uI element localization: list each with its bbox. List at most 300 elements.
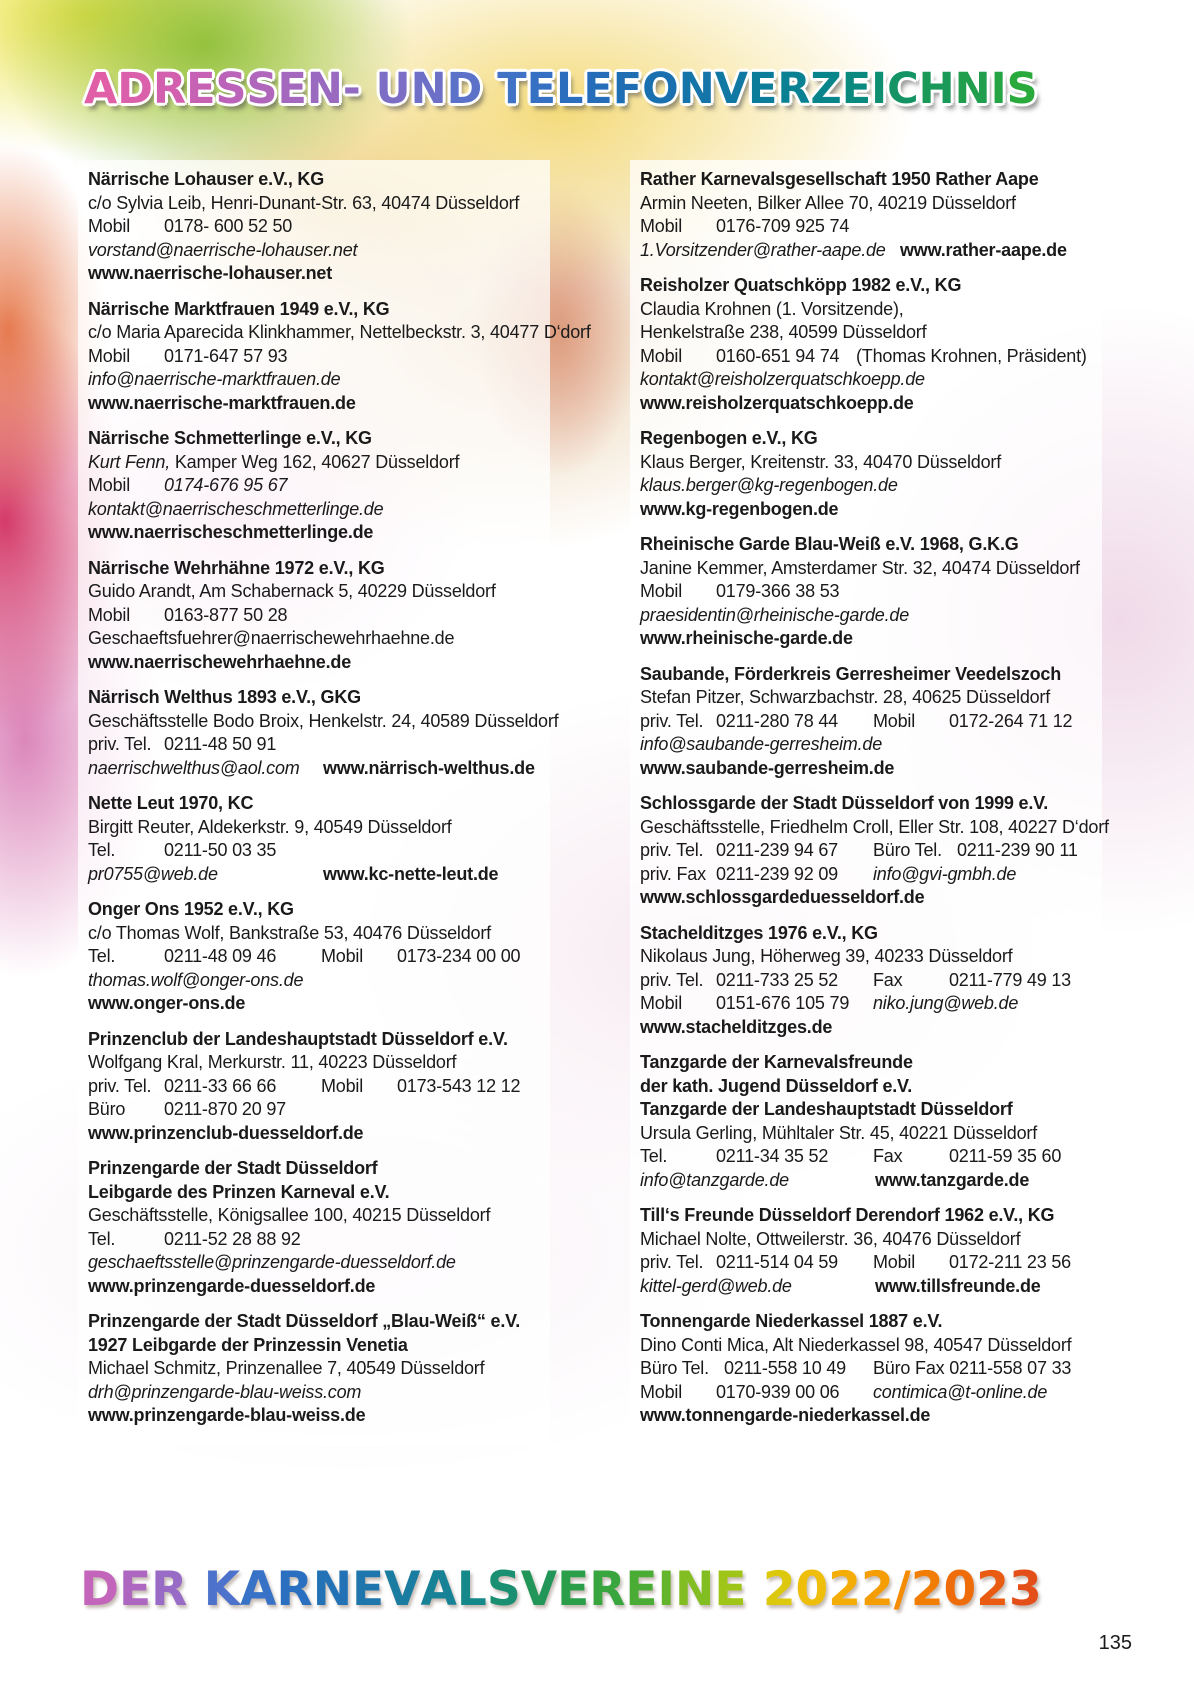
directory-entry — [88, 557, 538, 675]
phone: Büro Fax 0211-558 07 33 — [873, 1358, 1072, 1378]
entry-title: Prinzenclub der Landeshauptstadt Düsseldorf e.V. — [88, 1028, 508, 1049]
directory-entry — [88, 298, 591, 416]
entry-line — [640, 1275, 1090, 1299]
label: priv. Tel. — [640, 969, 704, 990]
entry-line — [640, 239, 1090, 263]
entry-line — [88, 992, 538, 1016]
label: Mobil — [873, 710, 916, 731]
entry-line — [640, 580, 1090, 604]
entry-title: Prinzengarde der Stadt Düsseldorf „Blau-Weiß“ e.V. — [88, 1311, 521, 1331]
title-letter: 2 — [762, 1562, 796, 1617]
title-letter: / — [893, 1562, 911, 1617]
entry-line — [88, 604, 538, 628]
directory-entry — [88, 1157, 538, 1298]
phone: 0170-939 00 06 — [716, 1381, 840, 1402]
phone: 0163-877 50 28 — [164, 604, 288, 625]
phone: 0211-733 25 52 — [716, 969, 838, 990]
title-letter: E — [557, 1562, 590, 1617]
label: Fax — [873, 1146, 903, 1166]
entry-line — [88, 1122, 538, 1146]
entry-line — [88, 1357, 538, 1381]
entry-line — [88, 1381, 538, 1405]
entry-line — [640, 604, 1090, 628]
website: www.tanzgarde.de — [875, 1169, 1030, 1190]
title-letter: N — [306, 64, 343, 114]
entry-title: Närrisch Welthus 1893 e.V., GKG — [88, 687, 361, 707]
directory-column-left — [78, 160, 591, 1446]
entry-line — [88, 1251, 538, 1275]
title-letter: E — [625, 1562, 658, 1617]
address: Ursula Gerling, Mühltaler Str. 45, 40221 Düsseldorf — [640, 1122, 1037, 1143]
entry-line — [88, 922, 538, 946]
title-letter: S — [486, 1562, 521, 1617]
title-letter: O — [642, 64, 679, 114]
directory-entry — [640, 792, 1109, 910]
email: contimica@t-online.de — [873, 1381, 1048, 1402]
directory-entry — [88, 1028, 538, 1146]
entry-line — [88, 262, 538, 286]
entry-line — [640, 1251, 1090, 1275]
entry-line — [640, 451, 1090, 475]
website: www.kg-regenbogen.de — [640, 498, 839, 519]
website: www.naerrischewehrhaehne.de — [88, 651, 352, 672]
email: info@gvi-gmbh.de — [873, 863, 1017, 884]
entry-title: Nette Leut 1970, KC — [88, 793, 254, 813]
phone: 0211-239 90 11 — [957, 840, 1078, 860]
title-letter: R — [589, 1562, 626, 1617]
title-letter: A — [240, 1562, 277, 1617]
contact: Claudia Krohnen (1. Vorsitzende), — [640, 298, 904, 319]
title-letter — [482, 64, 497, 114]
entry-line — [88, 733, 538, 757]
title-letter: E — [841, 64, 872, 114]
label: Tel. — [88, 1228, 116, 1249]
entry-title: Närrische Marktfrauen 1949 e.V., KG — [88, 298, 390, 319]
directory-entry — [640, 1310, 1090, 1428]
entry-line — [88, 1098, 538, 1122]
phone: 0211-239 94 67 — [716, 840, 838, 860]
entry-line — [88, 757, 538, 781]
label: priv. Fax — [640, 863, 706, 884]
entry-title: Schlossgarde der Stadt Düsseldorf von 1999 e.V. — [640, 793, 1049, 813]
address: Geschäftsstelle, Königsallee 100, 40215 Düsseldorf — [88, 1205, 491, 1225]
address: c/o Sylvia Leib, Henri-Dunant-Str. 63, 40474 Düsseldorf — [88, 192, 520, 213]
title-letter: F — [612, 64, 643, 114]
entry-line — [640, 992, 1090, 1016]
title-letter: S — [1006, 64, 1038, 114]
page-title-top — [84, 64, 1038, 114]
title-letter: 3 — [1008, 1562, 1042, 1617]
phone: 0211-50 03 35 — [164, 840, 277, 860]
entry-line — [88, 474, 538, 498]
directory-column-right — [630, 160, 1109, 1446]
directory-entry — [88, 427, 538, 545]
entry-line — [640, 392, 1090, 416]
directory-entry — [88, 168, 538, 286]
label: Mobil — [88, 475, 131, 495]
email: kontakt@naerrischeschmetterlinge.de — [88, 498, 384, 519]
title-letter: D — [446, 64, 483, 114]
entry-line — [640, 686, 1090, 710]
title-letter — [187, 1562, 203, 1617]
entry-title: 1927 Leibgarde der Prinzessin Venetia — [88, 1334, 408, 1355]
address: Michael Nolte, Ottweilerstr. 36, 40476 Düsseldorf — [640, 1228, 1021, 1249]
label: Tel. — [640, 1146, 668, 1166]
title-letter: R — [151, 1562, 188, 1617]
entry-line — [640, 945, 1090, 969]
website: www.schlossgardeduesseldorf.de — [640, 887, 925, 907]
directory-entry — [640, 274, 1090, 415]
entry-line — [640, 863, 1090, 887]
entry-line — [88, 969, 538, 993]
entry-line — [88, 839, 538, 863]
website: www.stachelditzges.de — [640, 1016, 833, 1037]
title-letter — [746, 1562, 762, 1617]
email: info@tanzgarde.de — [640, 1169, 789, 1190]
website: www.naerrische-marktfrauen.de — [88, 392, 356, 413]
entry-title: Saubande, Förderkreis Gerresheimer Veedelszoch — [640, 663, 1061, 684]
entry-title: Närrische Lohauser e.V., KG — [88, 169, 325, 189]
email: kontakt@reisholzerquatschkoepp.de — [640, 369, 925, 389]
address: Wolfgang Kral, Merkurstr. 11, 40223 Düsseldorf — [88, 1052, 457, 1072]
website: www.prinzengarde-duesseldorf.de — [88, 1275, 376, 1296]
title-letter: I — [871, 64, 888, 114]
website: www.naerrischeschmetterlinge.de — [88, 522, 374, 542]
email: info@naerrische-marktfrauen.de — [88, 369, 341, 389]
entry-line — [88, 192, 538, 216]
title-letter: E — [352, 1562, 385, 1617]
title-letter: V — [384, 1562, 421, 1617]
title-letter: N — [675, 1562, 715, 1617]
label: Büro Tel. — [640, 1358, 709, 1378]
entry-line — [88, 368, 538, 392]
title-letter: N — [410, 64, 447, 114]
page-number: 135 — [1098, 1632, 1132, 1654]
phone: 0172-264 71 12 — [949, 710, 1073, 731]
title-letter: E — [119, 1562, 152, 1617]
address: Michael Schmitz, Prinzenallee 7, 40549 Düsseldorf — [88, 1358, 485, 1378]
phone: 0211-34 35 52 — [716, 1146, 829, 1166]
title-letter: U — [375, 64, 411, 114]
email: praesidentin@rheinische-garde.de — [640, 604, 910, 625]
website: www.prinzengarde-blau-weiss.de — [88, 1405, 366, 1425]
email: pr0755@web.de — [88, 863, 218, 884]
entry-line — [640, 886, 1090, 910]
label: Mobil — [640, 993, 683, 1013]
entry-line — [88, 451, 538, 475]
label: priv. Tel. — [88, 1075, 152, 1096]
entry-line — [88, 321, 591, 345]
directory-entry — [640, 922, 1090, 1040]
entry-title: Stachelditzges 1976 e.V., KG — [640, 922, 878, 943]
email: Geschaeftsfuehrer@naerrischewehrhaehne.de — [88, 628, 455, 648]
note: (Thomas Krohnen, Präsident) — [856, 345, 1087, 366]
entry-line — [640, 345, 1090, 369]
entry-title: Leibgarde des Prinzen Karneval e.V. — [88, 1181, 390, 1202]
phone: 0173-543 12 12 — [397, 1075, 521, 1096]
address: c/o Maria Aparecida Klinkhammer, Nettelbeckstr. 3, 40477 D‘dorf — [88, 322, 591, 342]
entry-line — [88, 1404, 538, 1428]
entry-line — [640, 215, 1090, 239]
entry-line — [88, 863, 538, 887]
title-letter: A — [84, 64, 118, 114]
phone: 0211-239 92 09 — [716, 863, 838, 884]
title-letter: D — [80, 1562, 120, 1617]
phone: 0176-709 925 74 — [716, 216, 850, 236]
entry-title: Rheinische Garde Blau-Weiß e.V. 1968, G.K.G — [640, 534, 1019, 554]
title-letter: E — [526, 64, 556, 114]
address: Geschäftsstelle Bodo Broix, Henkelstr. 24, 40589 Düsseldorf — [88, 710, 559, 731]
title-letter: 2 — [860, 1562, 894, 1617]
title-letter: S — [246, 64, 278, 114]
title-letter: V — [714, 64, 748, 114]
entry-line — [640, 1145, 1090, 1169]
label: Mobil — [88, 345, 131, 366]
entry-line — [640, 1334, 1090, 1358]
email: klaus.berger@kg-regenbogen.de — [640, 475, 898, 495]
title-letter: L — [556, 64, 584, 114]
website: www.saubande-gerresheim.de — [640, 757, 895, 778]
entry-line — [88, 1228, 538, 1252]
directory-entry — [88, 1310, 538, 1428]
website: www.kc-nette-leut.de — [323, 863, 499, 884]
address: Armin Neeten, Bilker Allee 70, 40219 Düsseldorf — [640, 192, 1016, 213]
entry-title: der kath. Jugend Düsseldorf e.V. — [640, 1075, 913, 1096]
email: geschaeftsstelle@prinzengarde-duesseldorf.de — [88, 1252, 456, 1272]
entry-title: Prinzengarde der Stadt Düsseldorf — [88, 1158, 378, 1178]
title-letter: E — [277, 64, 307, 114]
entry-line — [640, 710, 1090, 734]
title-letter: N — [312, 1562, 353, 1617]
title-letter: Z — [810, 64, 842, 114]
label: Tel. — [88, 946, 116, 966]
label: Mobil — [88, 604, 131, 625]
title-letter: C — [887, 64, 919, 114]
email: vorstand@naerrische-lohauser.net — [88, 239, 358, 260]
entry-line — [640, 368, 1090, 392]
title-letter: E — [583, 64, 613, 114]
directory-entry — [640, 427, 1090, 521]
entry-line — [640, 1357, 1090, 1381]
label: Mobil — [321, 1075, 364, 1096]
title-letter: A — [420, 1562, 457, 1617]
entry-title: Närrische Schmetterlinge e.V., KG — [88, 428, 372, 448]
entry-line — [640, 1122, 1090, 1146]
phone: 0151-676 105 79 — [716, 993, 850, 1013]
entry-line — [640, 969, 1090, 993]
address: Birgitt Reuter, Aldekerkstr. 9, 40549 Düsseldorf — [88, 816, 452, 837]
entry-line — [640, 839, 1090, 863]
entry-line — [88, 1275, 538, 1299]
label: Mobil — [640, 1381, 683, 1402]
label: Büro — [88, 1099, 126, 1119]
address: Nikolaus Jung, Höherweg 39, 40233 Düsseldorf — [640, 946, 1013, 966]
directory-entry — [640, 168, 1090, 262]
website: www.rheinische-garde.de — [640, 628, 853, 648]
entry-line — [640, 757, 1090, 781]
phone: 0160-651 94 74 — [716, 345, 840, 366]
phone: 0211-514 04 59 — [716, 1252, 838, 1272]
phone: 0171-647 57 93 — [164, 345, 288, 366]
entry-line — [88, 239, 538, 263]
entry-line — [88, 651, 538, 675]
address: c/o Thomas Wolf, Bankstraße 53, 40476 Düsseldorf — [88, 922, 491, 943]
entry-title: Onger Ons 1952 e.V., KG — [88, 899, 294, 919]
phone: 0178- 600 52 50 — [164, 216, 293, 236]
phone: 0211-48 50 91 — [164, 734, 277, 754]
label: Fax — [873, 969, 903, 990]
entry-line — [88, 580, 538, 604]
website: www.tonnengarde-niederkassel.de — [640, 1405, 931, 1425]
label: Mobil — [321, 946, 364, 966]
entry-line — [640, 1381, 1090, 1405]
title-letter: 2 — [976, 1562, 1009, 1617]
label: priv. Tel. — [88, 734, 152, 754]
title-letter: E — [186, 64, 216, 114]
entry-line — [640, 298, 1090, 322]
title-letter: S — [215, 64, 247, 114]
phone: 0211-870 20 97 — [164, 1099, 286, 1119]
entry-line — [640, 733, 1090, 757]
website: www.naerrische-lohauser.net — [88, 263, 333, 283]
directory-entry — [88, 686, 559, 780]
entry-line — [88, 945, 538, 969]
entry-title: Till‘s Freunde Düsseldorf Derendorf 1962 e.V., KG — [640, 1205, 1055, 1225]
website: www.tillsfreunde.de — [875, 1275, 1041, 1296]
directory-entry — [640, 1051, 1090, 1192]
entry-line — [88, 1051, 538, 1075]
label: Mobil — [640, 345, 683, 366]
address: Geschäftsstelle, Friedhelm Croll, Eller Str. 108, 40227 D‘dorf — [640, 816, 1109, 837]
email: naerrischwelthus@aol.com — [88, 757, 300, 778]
website: www.närrisch-welthus.de — [323, 757, 535, 778]
label: Mobil — [640, 216, 683, 236]
directory-entry — [88, 898, 538, 1016]
entry-line — [88, 1204, 538, 1228]
entry-line — [640, 627, 1090, 651]
label: Tel. — [88, 840, 116, 860]
title-letter: V — [520, 1562, 558, 1617]
title-letter: E — [748, 64, 778, 114]
entry-line — [88, 345, 538, 369]
title-letter: K — [203, 1562, 241, 1617]
entry-line — [88, 215, 538, 239]
label: Mobil — [88, 216, 131, 236]
phone: 0211-48 09 46 — [164, 946, 277, 966]
email: kittel-gerd@web.de — [640, 1275, 792, 1296]
phone: 0211-59 35 60 — [949, 1146, 1062, 1166]
address: Janine Kemmer, Amsterdamer Str. 32, 40474 Düsseldorf — [640, 557, 1080, 578]
title-letter: - — [342, 64, 361, 114]
title-letter: I — [657, 1562, 676, 1617]
entry-line — [640, 1228, 1090, 1252]
email: drh@prinzengarde-blau-weiss.com — [88, 1381, 362, 1402]
address: Henkelstraße 238, 40599 Düsseldorf — [640, 322, 927, 342]
entry-line — [88, 710, 559, 734]
entry-line — [640, 557, 1090, 581]
entry-title: Regenbogen e.V., KG — [640, 428, 818, 448]
address: Kamper Weg 162, 40627 Düsseldorf — [170, 451, 460, 472]
address: Klaus Berger, Kreitenstr. 33, 40470 Düsseldorf — [640, 451, 1002, 472]
title-letter: L — [456, 1562, 487, 1617]
website: www.onger-ons.de — [88, 993, 246, 1013]
phone: 0211-52 28 88 92 — [164, 1228, 301, 1249]
entry-title: Tanzgarde der Karnevalsfreunde — [640, 1052, 913, 1072]
title-letter: 2 — [828, 1562, 861, 1617]
page-title-bottom — [80, 1562, 1042, 1617]
label: priv. Tel. — [640, 840, 704, 860]
entry-line — [640, 192, 1090, 216]
directory-entry — [88, 792, 538, 886]
phone: 0173-234 00 00 — [397, 946, 521, 966]
label: Büro Tel. — [873, 840, 942, 860]
title-letter: I — [990, 64, 1007, 114]
address: Stefan Pitzer, Schwarzbachstr. 28, 40625 Düsseldorf — [640, 687, 1051, 707]
entry-line — [640, 1404, 1090, 1428]
directory-entry — [640, 533, 1090, 651]
title-letter: N — [678, 64, 715, 114]
title-letter: T — [497, 64, 527, 114]
entry-line — [88, 521, 538, 545]
entry-line — [640, 1169, 1090, 1193]
phone: 0211-33 66 66 — [164, 1075, 277, 1096]
label: Mobil — [873, 1252, 916, 1272]
phone: 0172-211 23 56 — [949, 1252, 1071, 1272]
title-letter: R — [152, 64, 187, 114]
address: Guido Arandt, Am Schabernack 5, 40229 Düsseldorf — [88, 581, 496, 601]
label: Mobil — [640, 581, 683, 601]
phone: 0211-280 78 44 — [716, 710, 838, 731]
entry-title: Tanzgarde der Landeshauptstadt Düsseldorf — [640, 1099, 1013, 1119]
title-letter: 0 — [943, 1562, 977, 1617]
directory-columns — [78, 160, 1118, 1446]
entry-line — [88, 816, 538, 840]
label: priv. Tel. — [640, 710, 704, 731]
phone: 0211-558 10 49 — [724, 1358, 846, 1378]
label: priv. Tel. — [640, 1252, 704, 1272]
title-letter: E — [714, 1562, 747, 1617]
title-letter: 0 — [795, 1562, 829, 1617]
directory-entry — [640, 663, 1090, 781]
website: www.rather-aape.de — [900, 239, 1067, 260]
entry-line — [640, 474, 1090, 498]
entry-title: Reisholzer Quatschköpp 1982 e.V., KG — [640, 275, 962, 295]
entry-line — [88, 627, 538, 651]
entry-line — [640, 321, 1090, 345]
entry-line — [88, 498, 538, 522]
entry-line — [640, 1016, 1090, 1040]
entry-title: Närrische Wehrhähne 1972 e.V., KG — [88, 557, 385, 578]
address: Dino Conti Mica, Alt Niederkassel 98, 40547 Düsseldorf — [640, 1334, 1072, 1355]
entry-line — [88, 1075, 538, 1099]
entry-title: Rather Karnevalsgesellschaft 1950 Rather Aape — [640, 169, 1039, 189]
entry-title: Tonnengarde Niederkassel 1887 e.V. — [640, 1311, 943, 1331]
title-letter: 2 — [910, 1562, 944, 1617]
email: niko.jung@web.de — [873, 993, 1019, 1013]
email: 1.Vorsitzender@rather-aape.de — [640, 239, 886, 260]
title-letter: N — [954, 64, 991, 114]
contact: Kurt Fenn, — [88, 451, 171, 472]
title-letter: R — [777, 64, 811, 114]
entry-line — [88, 392, 538, 416]
phone: 0211-779 49 13 — [949, 969, 1071, 990]
email: thomas.wolf@onger-ons.de — [88, 969, 304, 990]
title-letter — [361, 64, 376, 114]
title-letter: D — [117, 64, 153, 114]
phone: 0179-366 38 53 — [716, 581, 840, 601]
entry-line — [640, 498, 1090, 522]
entry-line — [640, 816, 1109, 840]
